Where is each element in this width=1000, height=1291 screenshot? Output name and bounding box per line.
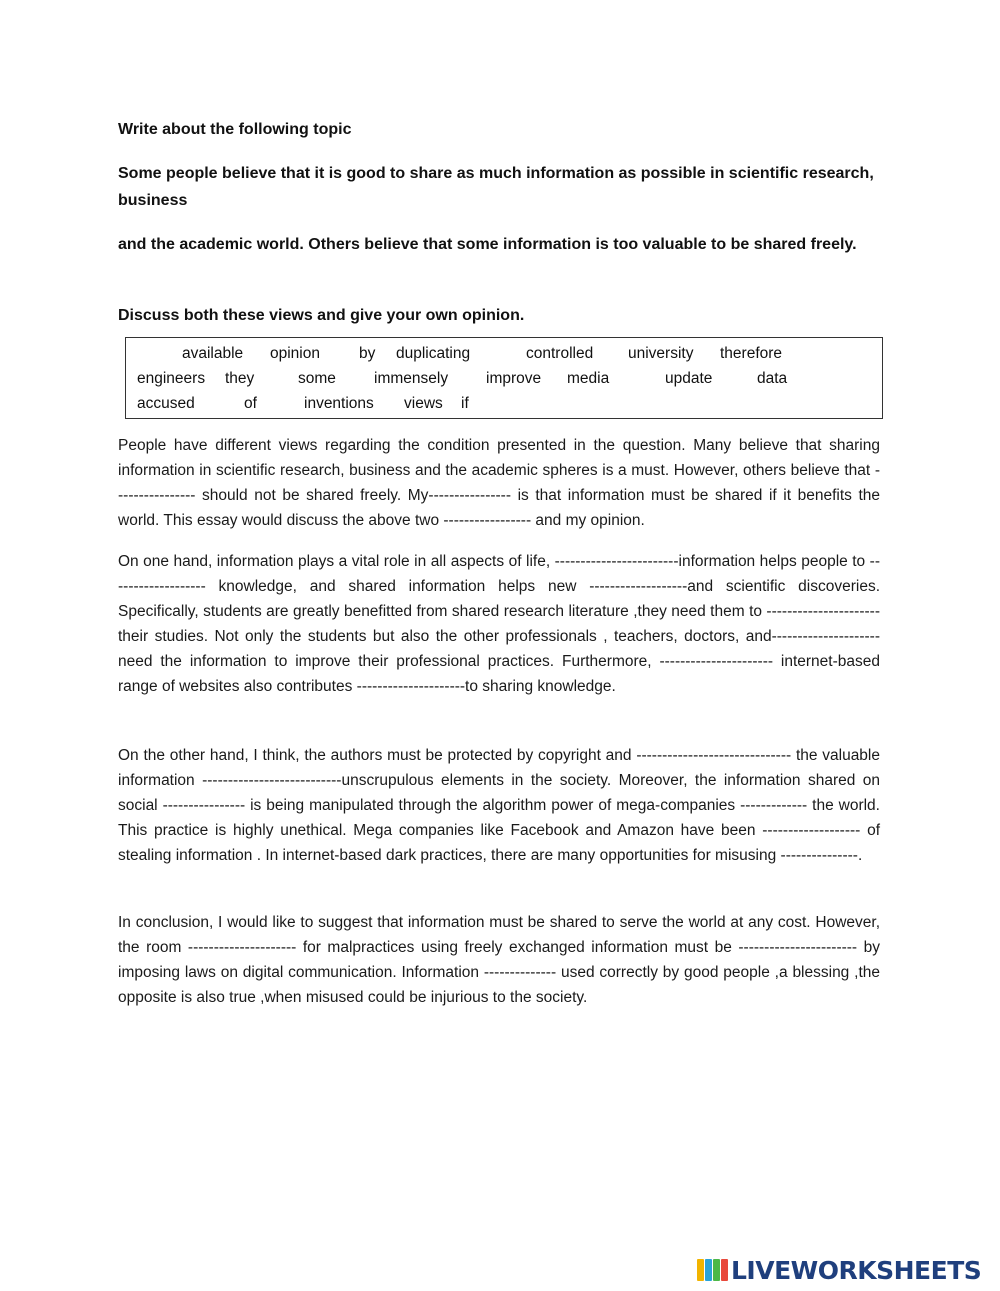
liveworksheets-logo — [697, 1255, 981, 1285]
essay-paragraph-body-2: On the other hand, I think, the authors must be protected by copyright and ------------------------------ the valuable information ---------------------------unscrupulous elements in the society. Moreover, the information shared on social ---------------- is being manipulated through the algorithm power of mega-companies ------------- the world. This practice is highly unethical. Mega companies like Facebook and Amazon have been ------------------- of stealing information . In internet-based dark practices, there are many opportunities for misusing ---------------. — [118, 747, 880, 864]
liveworksheets-logo-text: LIVEWORKSHEETS — [731, 1255, 982, 1285]
word-bank-word: inventions — [304, 395, 374, 412]
word-bank — [125, 337, 883, 419]
word-bank-word: opinion — [270, 345, 320, 362]
essay-paragraph-body-1: On one hand, information plays a vital role in all aspects of life, ------------------------information helps people to ------------------- knowledge, and shared information helps new -------------------and scientific discoveries. Specifically, students are greatly benefitted from shared research literature ,they need them to ----------------------their studies. Not only the students but also the other professionals , teachers, doctors, and--------------------- need the information to improve their professional practices. Furthermore, ---------------------- internet-based range of websites also contributes ---------------------to sharing knowledge. — [118, 553, 880, 695]
word-bank-word: views — [404, 395, 443, 412]
word-bank-word: update — [665, 370, 713, 387]
word-bank-word: improve — [486, 370, 542, 387]
word-bank-word: accused — [137, 395, 195, 412]
word-bank-word: university — [628, 345, 694, 362]
word-bank-word: therefore — [720, 345, 783, 362]
word-bank-word: of — [244, 395, 257, 412]
liveworksheets-logo-icon — [697, 1259, 728, 1281]
word-bank-word: available — [182, 345, 244, 362]
word-bank-word: by — [359, 345, 376, 362]
instruction-topic-part2: and the academic world. Others believe that some information is too valuable to be shared freely. — [118, 236, 857, 253]
word-bank-word: duplicating — [396, 345, 471, 362]
word-bank-word: if — [461, 395, 469, 412]
essay-paragraph-intro: People have different views regarding the condition presented in the question. Many believe that sharing information in scientific research, business and the academic spheres is a must. However, others believe that ---------------- should not be shared freely. My---------------- is that information must be shared if it benefits the world. This essay would discuss the above two ----------------- and my opinion. — [118, 437, 880, 529]
word-bank-word: engineers — [137, 370, 206, 387]
word-bank-word: they — [225, 370, 255, 387]
instruction-topic-part1: Some people believe that it is good to share as much information as possible in scientific research, business — [118, 165, 874, 209]
word-bank-word: immensely — [374, 370, 449, 387]
instruction-task: Discuss both these views and give your own opinion. — [118, 307, 525, 324]
essay-paragraph-conclusion: In conclusion, I would like to suggest that information must be shared to serve the world at any cost. However, the room --------------------- for malpractices using freely exchanged information must be ----------------------- by imposing laws on digital communication. Information -------------- used correctly by good people ,a blessing ,the opposite is also true ,when misused could be injurious to the society. — [118, 914, 880, 1006]
word-bank-word: media — [567, 370, 610, 387]
word-bank-word: data — [757, 370, 788, 387]
word-bank-word: controlled — [526, 345, 594, 362]
instruction-title: Write about the following topic — [118, 121, 352, 138]
word-bank-word: some — [298, 370, 336, 387]
